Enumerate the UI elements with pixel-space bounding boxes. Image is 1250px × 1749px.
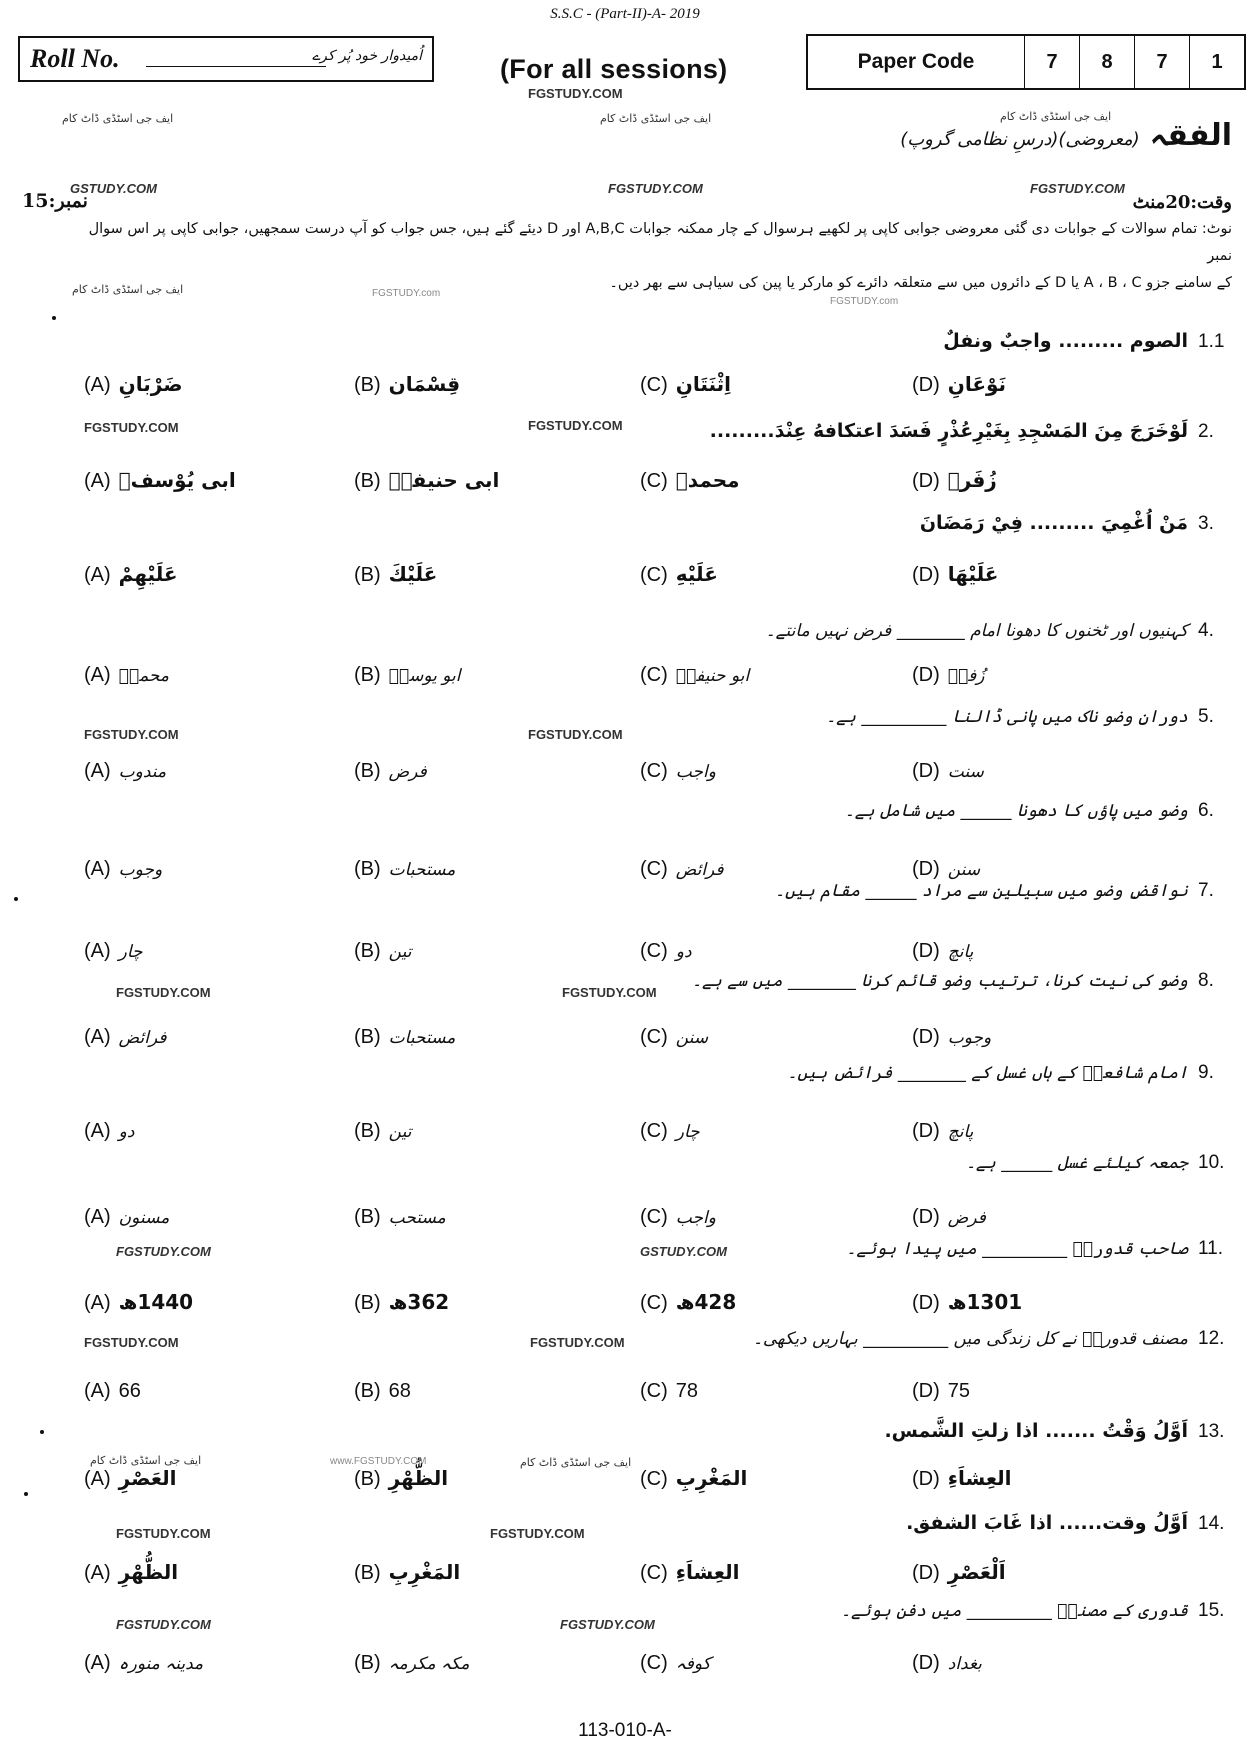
watermark: FGSTUDY.COM [116,1617,211,1632]
paper-code-box [806,34,1246,90]
option-letter: (B) [354,564,381,586]
option-letter: (C) [640,858,668,880]
option-a[interactable] [84,1380,141,1403]
watermark: FGSTUDY.COM [560,1617,655,1632]
roll-number-instruction: اُمیدوار خود پُر کرے [311,48,422,64]
options-row [0,664,1250,698]
option-letter: (D) [912,1292,940,1314]
question [826,706,1232,728]
option-text: زُفرؒ [947,666,985,686]
option-text: اِثْنَتَانِ [675,372,732,396]
question [906,1512,1232,1535]
option-letter: (C) [640,1120,668,1142]
option-text: سنن [947,860,981,880]
option-text: فرائض [118,1028,167,1048]
option-d[interactable] [912,468,997,493]
options-row [0,1026,1250,1060]
option-letter: (A) [84,1026,111,1048]
paper-code-digit: 8 [1079,36,1134,88]
option-a[interactable] [84,940,143,963]
option-letter: (A) [84,470,111,492]
option-b[interactable] [354,1466,448,1491]
option-d[interactable] [912,1026,991,1049]
question [846,1238,1232,1260]
option-b[interactable] [354,940,411,963]
option-letter: (B) [354,1120,381,1142]
option-letter: (C) [640,940,668,962]
option-text: فرض [947,1208,986,1228]
option-letter: (A) [84,374,111,396]
question-text: نواقضِ وضو میں سبیلین سے مراد ______ مقام ہیں۔ [775,881,1188,901]
option-text: العَصْرِ [118,1466,177,1490]
option-letter: (A) [84,1468,111,1490]
option-letter: (D) [912,470,940,492]
question-number: 3. [1198,513,1214,534]
option-text: 1440ھ [118,1290,194,1314]
watermark-urdu: ایف جی اسٹڈی ڈاٹ کام [72,283,184,296]
option-text: 1301ھ [947,1290,1023,1314]
option-c[interactable] [640,562,718,587]
watermark: FGSTUDY.com [830,296,899,307]
question [920,512,1232,535]
watermark-urdu: ایف جی اسٹڈی ڈاٹ کام [520,1456,632,1469]
option-c[interactable] [640,858,724,881]
question-text: لَوْخَرَجَ مِنَ المَسْجِدِ بِغَيْرِعُذْرٍ فَسَدَ اعتكافهُ عِنْدَ......... [709,420,1188,442]
option-letter: (A) [84,1562,111,1584]
option-b[interactable] [354,1206,446,1229]
options-row [0,1380,1250,1414]
instructions-line: کے سامنے جزو A ، B ، C یا D کے دائروں میں سے متعلقہ دائرے کو مارکر یا پین کی سیاہی سے بھر دیں۔ [609,275,1232,291]
option-letter: (D) [912,1026,940,1048]
watermark-urdu: ایف جی اسٹڈی ڈاٹ کام [62,112,174,125]
option-letter: (A) [84,760,111,782]
option-c[interactable] [640,1026,708,1049]
option-c[interactable] [640,1380,698,1403]
option-a[interactable] [84,1026,166,1049]
option-d[interactable] [912,1290,1022,1315]
option-letter: (B) [354,858,381,880]
option-a[interactable] [84,1290,193,1315]
option-letter: (A) [84,1120,111,1142]
question [884,1420,1232,1443]
watermark: FGSTUDY.COM [530,1335,625,1350]
option-letter: (B) [354,470,381,492]
option-text: دو [118,1122,135,1142]
option-letter: (B) [354,1206,381,1228]
option-letter: (D) [912,1468,940,1490]
question-text: وضو میں پاؤں کا دھونا ______ میں شامل ہے۔ [844,801,1188,821]
question [766,620,1232,642]
option-b[interactable] [354,664,460,687]
option-b[interactable] [354,562,437,587]
option-c[interactable] [640,1466,747,1491]
watermark: FGSTUDY.COM [84,420,179,435]
scan-speck [24,1492,28,1496]
option-c[interactable] [640,760,716,783]
option-text: کوفہ [675,1654,711,1674]
option-letter: (D) [912,940,940,962]
question-number: 5. [1198,706,1214,727]
option-letter: (A) [84,1380,111,1402]
option-text: تین [388,1122,412,1142]
option-b[interactable] [354,760,427,783]
question [710,420,1232,443]
option-letter: (B) [354,1380,381,1402]
option-letter: (A) [84,858,111,880]
option-letter: (A) [84,1206,111,1228]
question-number: 14. [1198,1513,1225,1534]
question [753,1328,1232,1350]
options-row [0,760,1250,794]
option-letter: (D) [912,1562,940,1584]
option-text: محمدؒ [675,468,740,492]
option-text: بغداد [947,1654,982,1674]
option-text: 66 [118,1380,141,1402]
option-b[interactable] [354,1120,411,1143]
option-letter: (D) [912,1206,940,1228]
watermark-urdu: ایف جی اسٹڈی ڈاٹ کام [90,1454,202,1467]
option-a[interactable] [84,468,236,493]
paper-code-digit: 7 [1024,36,1079,88]
question-text: صاحب قدوریؒ __________ میں پیدا ہوئے۔ [846,1239,1188,1259]
option-letter: (C) [640,1652,668,1674]
options-row [0,940,1250,974]
option-letter: (B) [354,940,381,962]
question-number: 9. [1198,1062,1214,1083]
options-row [0,1206,1250,1240]
option-text: سنن [675,1028,709,1048]
option-text: مستحب [388,1208,446,1228]
option-a[interactable] [84,664,169,687]
option-d[interactable] [912,562,998,587]
watermark: FGSTUDY.com [372,288,441,299]
watermark: FGSTUDY.COM [608,181,703,196]
option-d[interactable] [912,372,1006,397]
question-number: 15. [1198,1600,1225,1621]
options-row [0,1560,1250,1594]
option-d[interactable] [912,1466,1012,1491]
option-b[interactable] [354,372,460,397]
option-text: پانچ [947,1122,974,1142]
option-b[interactable] [354,1380,411,1403]
scan-speck [14,897,18,901]
option-letter: (D) [912,1120,940,1142]
option-letter: (B) [354,1468,381,1490]
question [775,880,1232,902]
option-text: 68 [388,1380,411,1402]
question [845,800,1232,822]
option-c[interactable] [640,1560,740,1585]
option-letter: (C) [640,1206,668,1228]
option-text: سنت [947,762,984,782]
option-text: العِشاَءِ [947,1466,1012,1490]
watermark: FGSTUDY.COM [116,1526,211,1541]
paper-serial: 113-010-A- [578,1720,672,1741]
option-text: مدینہ منورہ [118,1654,204,1674]
option-text: وجوب [118,860,163,880]
option-b[interactable] [354,1560,460,1585]
question [841,1600,1232,1622]
subject-subtitle: (معروضی)(درسِ نظامی گروپ) [900,129,1140,150]
option-text: 362ھ [388,1290,450,1314]
option-letter: (C) [640,1468,668,1490]
option-letter: (D) [912,1380,940,1402]
question [966,1152,1232,1174]
question-number: 8. [1198,970,1214,991]
watermark: FGSTUDY.COM [1030,181,1125,196]
options-row [0,1290,1250,1324]
paper-code-digit: 1 [1189,36,1244,88]
option-text: چار [118,942,143,962]
question-text: اَوَّلُ وَقْتُ ....... اذا زلتِ الشَّمس. [884,1420,1188,1442]
option-c[interactable] [640,940,692,963]
options-row [0,1466,1250,1500]
option-letter: (B) [354,1562,381,1584]
option-text: ضَرْبَانِ [118,372,183,396]
option-text: مندوب [118,762,167,782]
option-letter: (C) [640,1380,668,1402]
option-letter: (C) [640,1026,668,1048]
question-number: 7. [1198,880,1214,901]
watermark: FGSTUDY.COM [490,1526,585,1541]
option-text: دو [675,942,692,962]
option-text: المَغْرِبِ [675,1466,748,1490]
option-text: چار [675,1122,700,1142]
option-d[interactable] [912,940,973,963]
option-a[interactable] [84,760,166,783]
option-text: تین [388,942,412,962]
watermark-urdu: ایف جی اسٹڈی ڈاٹ کام [1000,110,1112,123]
option-text: عَلَيْكَ [388,562,438,586]
option-letter: (B) [354,760,381,782]
option-text: عَلَيْهِ [675,562,718,586]
option-text: المَغْرِبِ [388,1560,461,1584]
option-c[interactable] [640,664,749,687]
instructions-line: نوٹ: تمام سوالات کے جوابات دی گئی معروضی جوابی کاپی پر لکھیے ہرسوال کے چار ممکنہ جوابات A,B,C اور D دیئے گئے ہیں، جس جواب کو آپ درست سمجھیں، جوابی کاپی پر اس سوال نمبر [88,221,1232,264]
option-letter: (B) [354,664,381,686]
option-text: ابو یوسفؒ [388,666,461,686]
option-letter: (B) [354,1292,381,1314]
question-number: 10. [1198,1152,1225,1173]
question-text: مَنْ اُغْمِيَ ......... فِيْ رَمَضَانَ [919,512,1188,534]
total-marks: نمبر:15 [22,190,88,212]
option-letter: (C) [640,374,668,396]
option-d[interactable] [912,1380,970,1403]
watermark: FGSTUDY.COM [528,418,623,433]
scan-speck [40,1430,44,1434]
scan-speck [52,316,56,320]
option-a[interactable] [84,1466,176,1491]
option-c[interactable] [640,1652,711,1675]
option-text: محمدؒ [118,666,169,686]
option-letter: (A) [84,564,111,586]
option-a[interactable] [84,372,183,397]
option-d[interactable] [912,1652,982,1675]
question-number: 13. [1198,1421,1225,1442]
option-c[interactable] [640,372,731,397]
option-text: 78 [675,1380,699,1402]
option-text: الظُّهْرِ [118,1560,179,1584]
watermark: FGSTUDY.COM [116,1244,211,1259]
question-text: امام شافعیؒ کے ہاں غسل کے ________ فرائض ہیں۔ [787,1063,1188,1083]
watermark: GSTUDY.COM [70,181,157,196]
question-number: 11. [1198,1238,1224,1259]
question-text: جمعہ کیلئے غسل ______ ہے۔ [965,1153,1188,1173]
option-letter: (C) [640,564,668,586]
question-text: قدوری کے مصنفؒ __________ میں دفن ہوئے۔ [840,1601,1188,1621]
subject-title: الفقہ [1149,118,1232,153]
option-a[interactable] [84,1120,134,1143]
option-text: عَلَيْهَا [947,562,999,586]
watermark: FGSTUDY.COM [116,985,211,1000]
question-number: 4. [1198,620,1214,641]
option-c[interactable] [640,1120,700,1143]
option-letter: (B) [354,1652,381,1674]
roll-number-field[interactable] [146,66,326,67]
option-letter: (B) [354,374,381,396]
option-text: ابو حنیفہؒ [675,666,750,686]
option-letter: (A) [84,664,111,686]
option-letter: (C) [640,760,668,782]
option-d[interactable] [912,858,980,881]
option-c[interactable] [640,1290,736,1315]
option-text: واجب [675,1208,716,1228]
option-letter: (D) [912,374,940,396]
option-text: قِسْمَان [388,372,461,396]
option-c[interactable] [640,468,740,493]
option-letter: (D) [912,564,940,586]
option-text: واجب [675,762,716,782]
question-number: 6. [1198,800,1214,821]
option-text: مکہ مکرمہ [388,1654,470,1674]
option-text: مستحبات [388,1028,456,1048]
option-letter: (A) [84,940,111,962]
options-row [0,1652,1250,1686]
option-d[interactable] [912,1120,973,1143]
option-d[interactable] [912,664,985,687]
question [692,970,1232,992]
option-text: العِشاَءِ [675,1560,740,1584]
question-text: اَوَّلُ وقت...... اذا غَابَ الشفق. [906,1512,1188,1534]
option-d[interactable] [912,760,984,783]
options-row [0,372,1250,406]
options-row [0,468,1250,502]
option-text: زُفَرؒ [947,468,997,492]
question-number: 2. [1198,421,1214,442]
option-text: عَلَيْهِمْ [118,562,178,586]
question-text: وضو کی نیت کرنا، ترتیب وضو قائم کرنا ________ میں سے ہے۔ [692,971,1188,991]
option-text: ابی حنیفہؒ [388,468,500,492]
watermark: FGSTUDY.COM [84,1335,179,1350]
option-text: 428ھ [675,1290,737,1314]
option-text: 75 [947,1380,971,1402]
option-d[interactable] [912,1560,1006,1585]
option-b[interactable] [354,1290,449,1315]
option-letter: (D) [912,664,940,686]
watermark: GSTUDY.COM [640,1244,727,1259]
option-text: ابی یُوْسفؒ [118,468,236,492]
options-row [0,562,1250,596]
question-text: مصنف قدوریؒ نے کل زندگی میں __________ بہاریں دیکھی۔ [752,1329,1188,1349]
question-number: 1.1 [1198,331,1225,352]
option-d[interactable] [912,1206,986,1229]
option-c[interactable] [640,1206,716,1229]
option-text: مسنون [118,1208,170,1228]
paper-code-digit: 7 [1134,36,1189,88]
option-letter: (C) [640,664,668,686]
option-letter: (D) [912,858,940,880]
option-letter: (D) [912,1652,940,1674]
watermark: FGSTUDY.COM [528,86,623,101]
watermark: FGSTUDY.COM [84,727,179,742]
time-allowed: وقت:20منٹ [1132,192,1232,213]
watermark: FGSTUDY.COM [528,727,623,742]
option-text: مستحبات [388,860,456,880]
question-text: الصوم ......... واجبٌ ونفلٌ [943,330,1188,352]
option-text: وجوب [947,1028,992,1048]
option-b[interactable] [354,1652,469,1675]
option-letter: (A) [84,1652,111,1674]
roll-number-box [18,36,434,82]
paper-code-label: Paper Code [857,50,975,73]
question [943,330,1232,353]
option-text: نَوْعَانِ [947,372,1007,396]
question-text: دورانِ وضو ناک میں پانی ڈالنا __________ ہے۔ [826,707,1188,727]
subject-heading [900,118,1232,153]
watermark: www.FGSTUDY.COM [330,1456,427,1467]
question [787,1062,1232,1084]
option-b[interactable] [354,858,455,881]
roll-number-label: Roll No. [30,44,120,73]
option-letter: (C) [640,1292,668,1314]
exam-session: S.S.C - (Part-II)-A- 2019 [550,6,700,22]
watermark-urdu: ایف جی اسٹڈی ڈاٹ کام [600,112,712,125]
option-a[interactable] [84,1560,178,1585]
option-text: فرض [388,762,427,782]
options-row [0,1120,1250,1154]
option-b[interactable] [354,1026,455,1049]
sessions-label: (For all sessions) [500,54,728,84]
option-a[interactable] [84,1652,203,1675]
option-text: فرائض [675,860,724,880]
option-letter: (B) [354,1026,381,1048]
question-number: 12. [1198,1328,1225,1349]
question-text: کہنیوں اور ٹخنوں کا دھونا امام ________ فرض نہیں مانتے۔ [765,621,1188,641]
option-text: الظُّهْرِ [388,1466,449,1490]
option-b[interactable] [354,468,499,493]
instructions-note [82,216,1232,297]
option-letter: (A) [84,1292,111,1314]
option-text: اَلْعَصْرِ [947,1560,1006,1584]
option-letter: (C) [640,1562,668,1584]
watermark: FGSTUDY.COM [562,985,657,1000]
option-a[interactable] [84,858,162,881]
option-a[interactable] [84,562,178,587]
option-text: پانچ [947,942,974,962]
option-letter: (D) [912,760,940,782]
option-letter: (C) [640,470,668,492]
option-a[interactable] [84,1206,169,1229]
